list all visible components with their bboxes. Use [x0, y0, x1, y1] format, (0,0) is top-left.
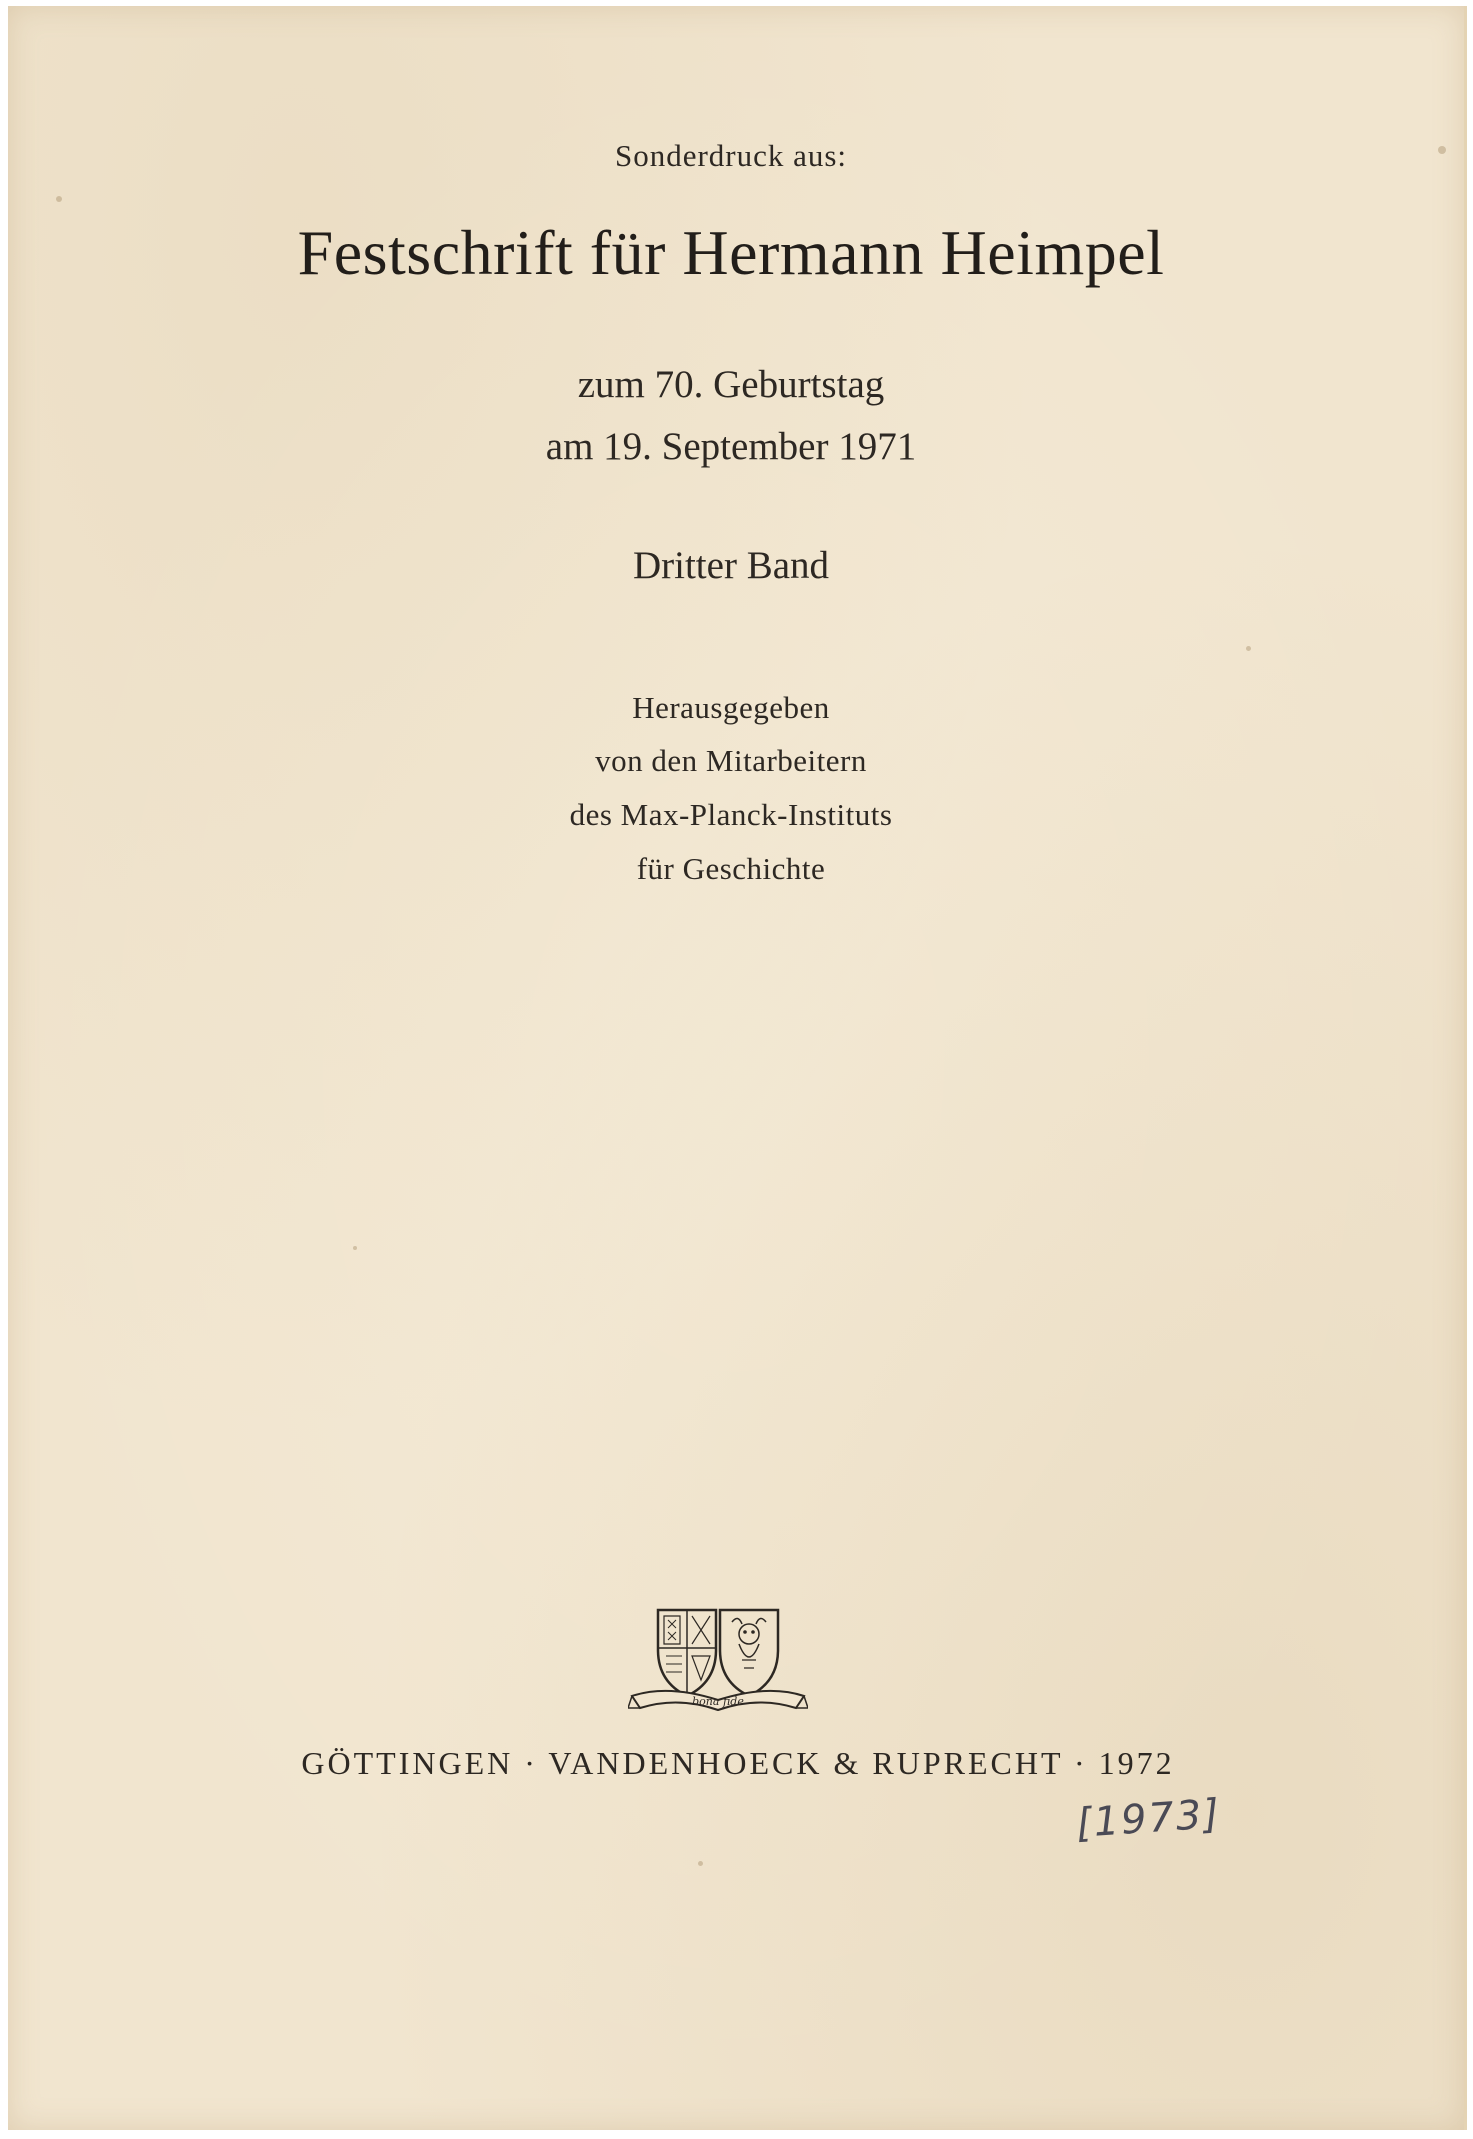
handwritten-date-annotation: [1973] [1074, 1790, 1223, 1848]
occasion-line-2: am 19. September 1971 [545, 425, 917, 468]
paper-speck [698, 1861, 703, 1866]
paper-speck [1246, 646, 1251, 651]
book-title: Festschrift für Hermann Heimpel [297, 217, 1165, 288]
volume-label: Dritter Band [632, 544, 830, 587]
editor-line-3: des Max-Planck-Instituts [569, 797, 893, 832]
publisher-crest-icon [628, 1604, 808, 1714]
editor-line-1: Herausgegeben [632, 690, 830, 725]
paper-speck [56, 196, 62, 202]
editor-line-4: für Geschichte [636, 851, 826, 886]
paper-speck [1438, 146, 1446, 154]
occasion-line-1: zum 70. Geburtstag [577, 363, 885, 406]
editor-line-2: von den Mitarbeitern [595, 743, 867, 778]
title-page [8, 6, 1467, 2130]
emblem-motto: bona fide [692, 1695, 744, 1708]
offprint-label: Sonderdruck aus: [614, 138, 848, 173]
publisher-imprint: GÖTTINGEN · VANDENHOECK & RUPRECHT · 1972 [301, 1745, 1175, 1781]
paper-speck [353, 1246, 357, 1250]
